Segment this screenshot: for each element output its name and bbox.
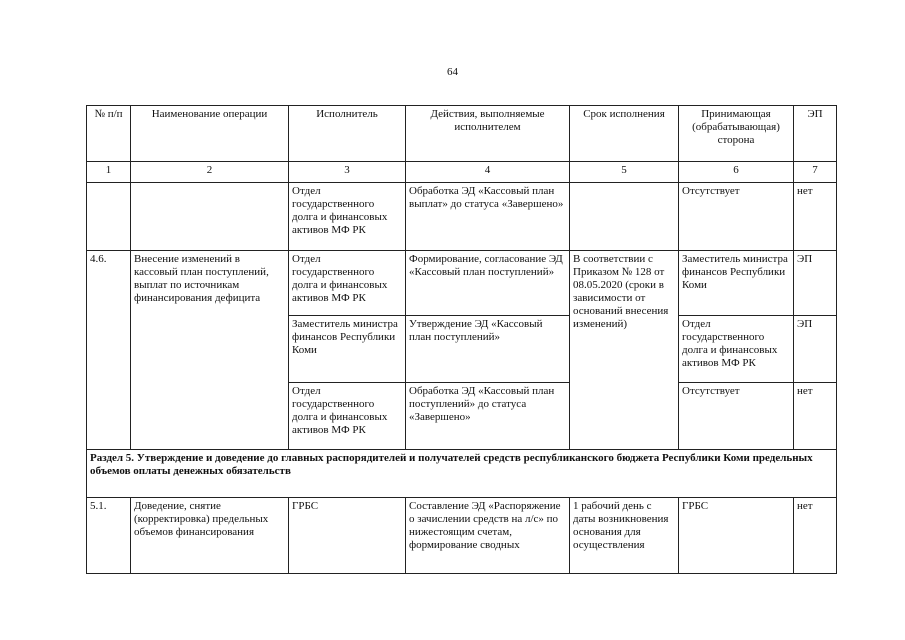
column-number: 4 — [406, 162, 570, 183]
column-number: 2 — [131, 162, 289, 183]
cell-operation: Доведение, снятие (корректировка) предельных объемов финансирования — [131, 498, 289, 574]
cell-action: Утверждение ЭД «Кассовый план поступлений» — [406, 316, 570, 383]
header-row — [87, 106, 837, 162]
header-cell-deadline: Срок исполнения — [570, 106, 679, 162]
column-number: 1 — [87, 162, 131, 183]
header-cell-receiver: Принимающая (обрабатывающая) сторона — [679, 106, 794, 162]
cell-deadline: 1 рабочий день с даты возникновения основания для осуществления — [570, 498, 679, 574]
cell-executor: ГРБС — [289, 498, 406, 574]
cell-operation: Внесение изменений в кассовый план поступлений, выплат по источникам финансирования дефицита — [131, 251, 289, 450]
cell-deadline: В соответствии с Приказом № 128 от 08.05.2020 (сроки в зависимости от оснований внесения изменений) — [570, 251, 679, 450]
cell-ep: нет — [794, 498, 837, 574]
cell-executor: Отдел государственного долга и финансовых активов МФ РК — [289, 251, 406, 316]
table-row — [87, 498, 837, 574]
cell-action: Составление ЭД «Распоряжение о зачислении средств на л/с» по нижестоящим счетам, формирование сводных — [406, 498, 570, 574]
operations-table — [86, 105, 837, 574]
section-heading: Раздел 5. Утверждение и доведение до главных распорядителей и получателей средств республиканского бюджета Республики Коми предельных объемов оплаты денежных обязательств — [87, 450, 837, 498]
cell-num: 5.1. — [87, 498, 131, 574]
cell-deadline — [570, 183, 679, 251]
cell-receiver: Отсутствует — [679, 383, 794, 450]
section-heading-row — [87, 450, 837, 498]
cell-action: Формирование, согласование ЭД «Кассовый план поступлений» — [406, 251, 570, 316]
cell-operation — [131, 183, 289, 251]
cell-action: Обработка ЭД «Кассовый план выплат» до статуса «Завершено» — [406, 183, 570, 251]
column-number: 5 — [570, 162, 679, 183]
cell-receiver: ГРБС — [679, 498, 794, 574]
header-cell-executor: Исполнитель — [289, 106, 406, 162]
column-number: 7 — [794, 162, 837, 183]
table-row — [87, 251, 837, 316]
column-number-row — [87, 162, 837, 183]
cell-executor: Заместитель министра финансов Республики Коми — [289, 316, 406, 383]
header-cell-ep: ЭП — [794, 106, 837, 162]
cell-ep: ЭП — [794, 316, 837, 383]
cell-action: Обработка ЭД «Кассовый план поступлений» до статуса «Завершено» — [406, 383, 570, 450]
header-cell-num: № п/п — [87, 106, 131, 162]
cell-ep: нет — [794, 183, 837, 251]
cell-receiver: Отдел государственного долга и финансовых активов МФ РК — [679, 316, 794, 383]
column-number: 6 — [679, 162, 794, 183]
cell-num: 4.6. — [87, 251, 131, 450]
cell-num — [87, 183, 131, 251]
page-number: 64 — [447, 66, 458, 78]
header-cell-actions: Действия, выполняемые исполнителем — [406, 106, 570, 162]
table-row — [87, 183, 837, 251]
cell-ep: нет — [794, 383, 837, 450]
cell-executor: Отдел государственного долга и финансовых активов МФ РК — [289, 383, 406, 450]
header-cell-operation: Наименование операции — [131, 106, 289, 162]
cell-ep: ЭП — [794, 251, 837, 316]
cell-receiver: Отсутствует — [679, 183, 794, 251]
cell-receiver: Заместитель министра финансов Республики Коми — [679, 251, 794, 316]
cell-executor: Отдел государственного долга и финансовых активов МФ РК — [289, 183, 406, 251]
column-number: 3 — [289, 162, 406, 183]
